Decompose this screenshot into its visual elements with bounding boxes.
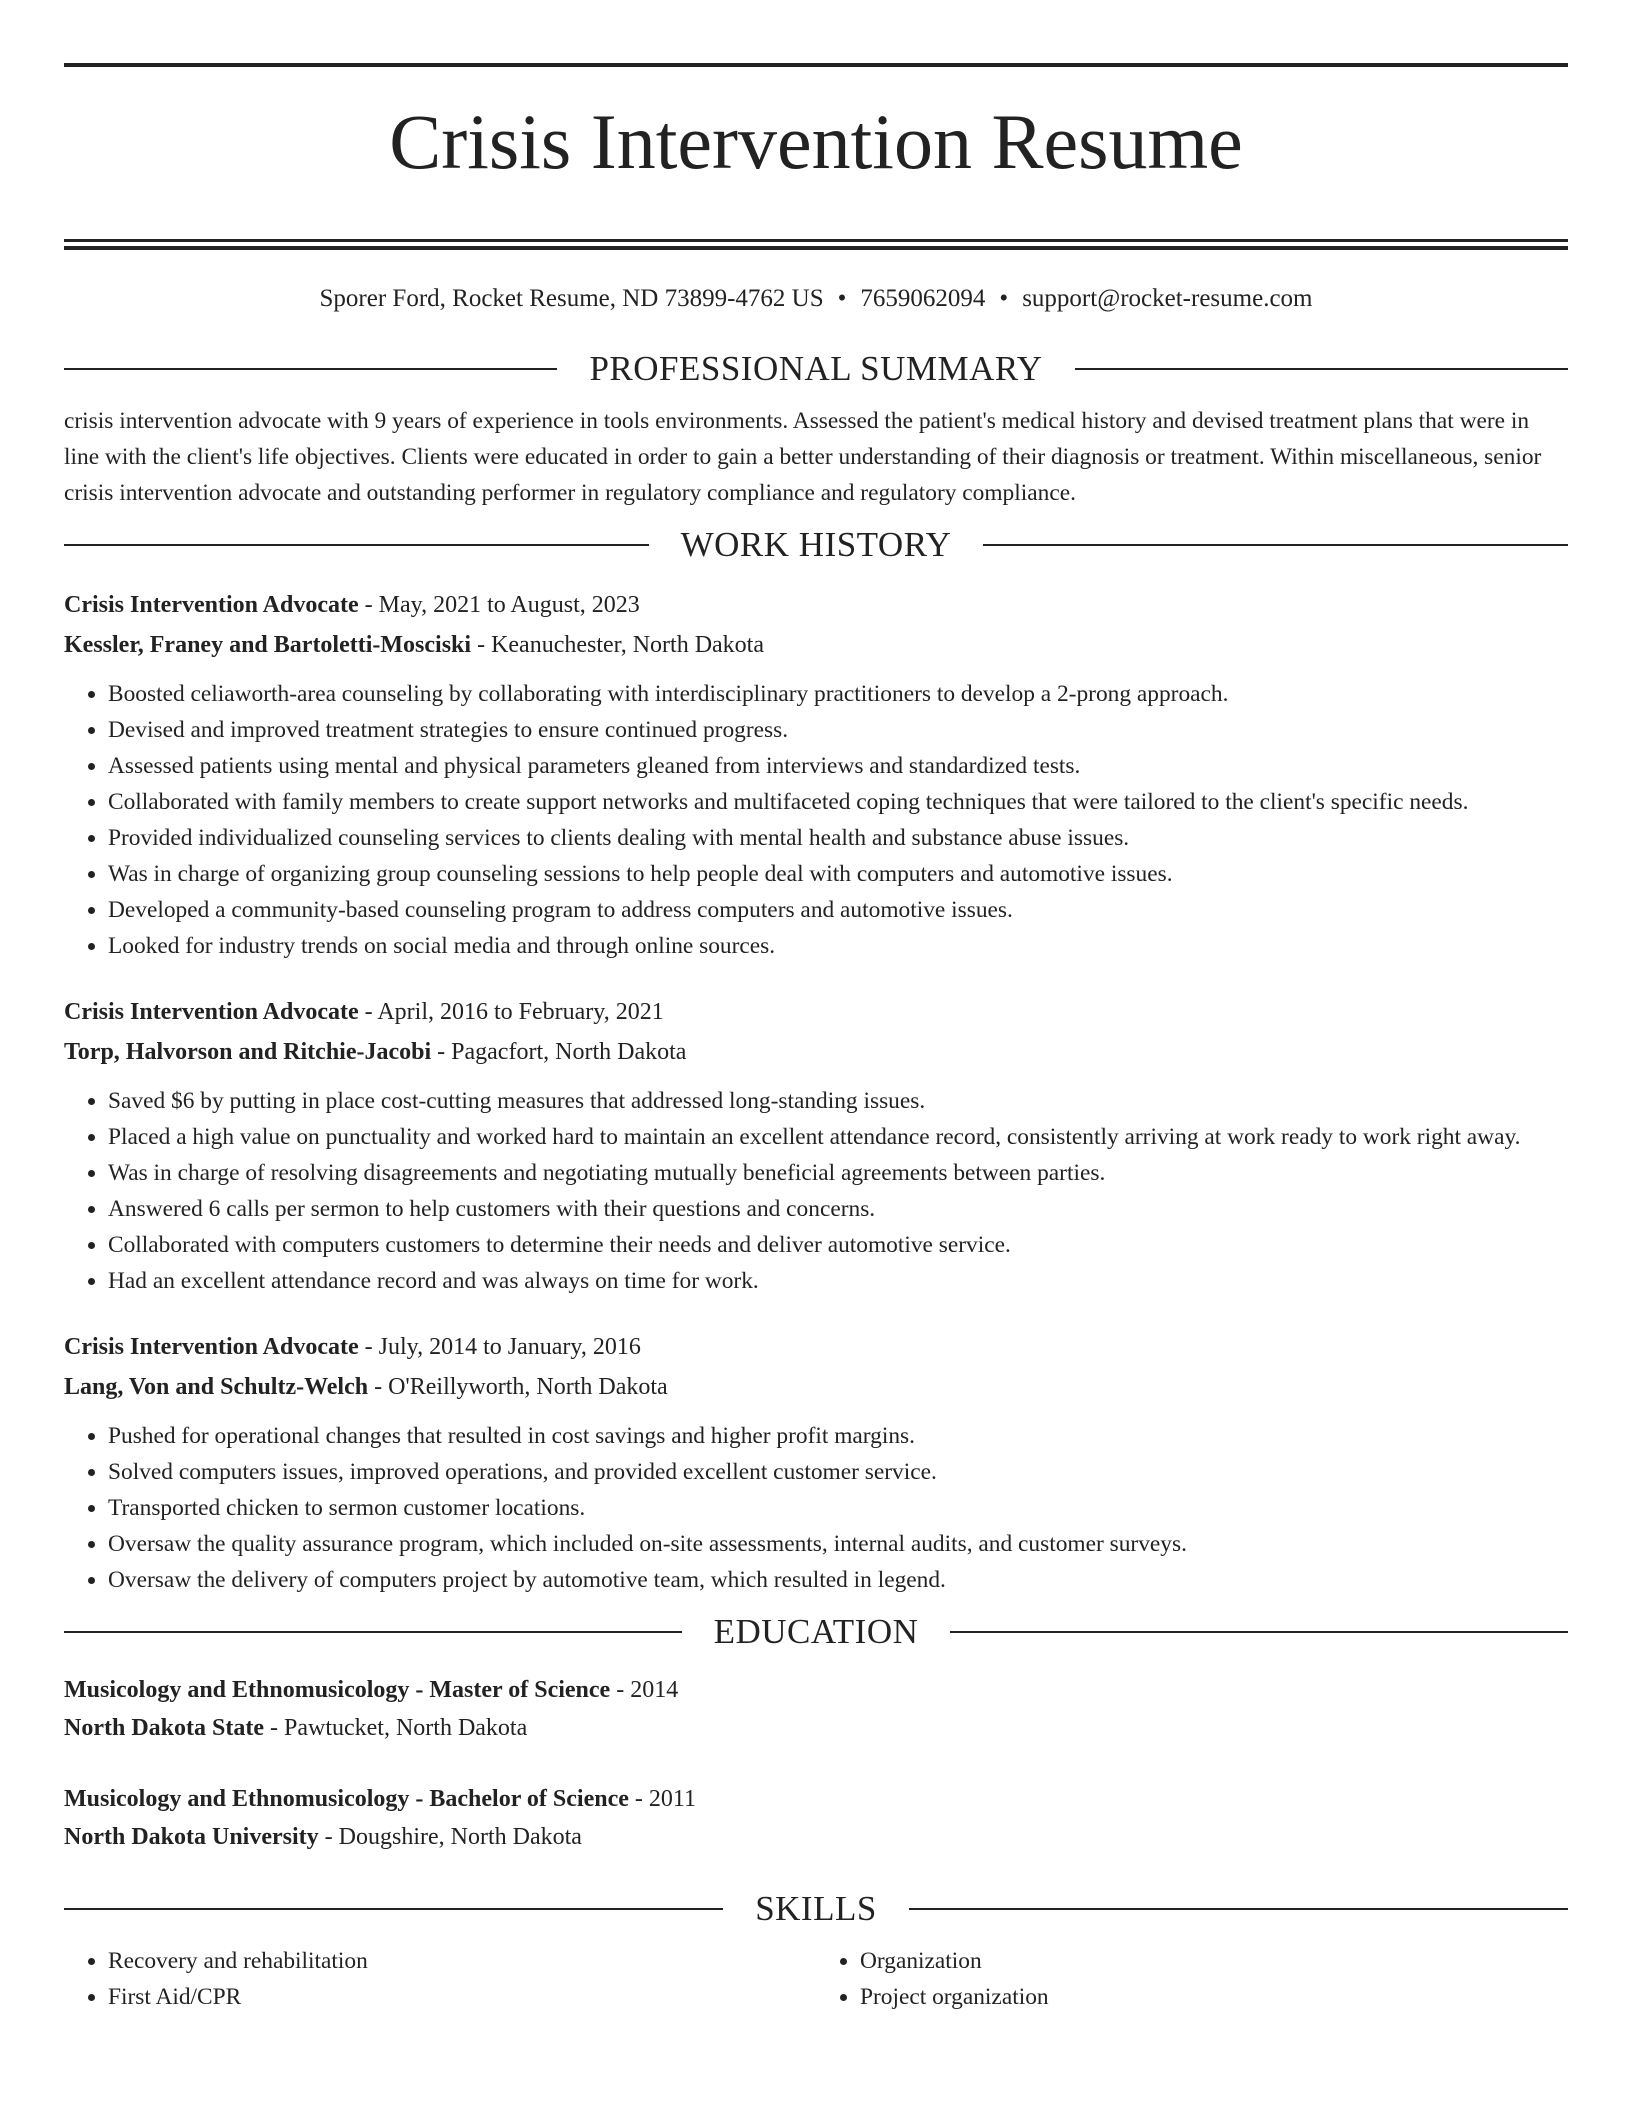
job-company-line xyxy=(64,1369,1568,1409)
job-dates: May, 2021 to August, 2023 xyxy=(378,592,640,619)
job-title-line xyxy=(64,1329,1568,1369)
resume-page xyxy=(64,0,1568,2015)
section-heading-education xyxy=(64,1610,1568,1654)
list-item: • Organization xyxy=(860,1943,1568,1979)
education-year: 2011 xyxy=(648,1786,696,1813)
list-item: • Placed a high value on punctuality and worked hard to maintain an excellent attendance record, consistently arriving at work ready to work right away. xyxy=(108,1119,1568,1155)
job-entry xyxy=(64,994,1568,1299)
job-company: Torp, Halvorson and Ritchie-Jacobi xyxy=(64,1039,432,1066)
section-heading-summary xyxy=(64,347,1568,391)
skills-list-right xyxy=(816,1943,1568,2015)
education-degree-line xyxy=(64,1672,1568,1710)
list-item: • Transported chicken to sermon customer locations. xyxy=(108,1490,1568,1526)
list-item: • Boosted celiaworth-area counseling by collaborating with interdisciplinary practitioners to develop a 2-prong approach. xyxy=(108,676,1568,712)
section-title: WORK HISTORY xyxy=(680,525,952,565)
dash: - xyxy=(431,1039,452,1066)
section-heading-work xyxy=(64,523,1568,567)
list-item: • Solved computers issues, improved operations, and provided excellent customer service. xyxy=(108,1454,1568,1490)
job-title: Crisis Intervention Advocate xyxy=(64,1334,359,1361)
education-school: North Dakota State xyxy=(64,1715,264,1742)
heading-rule xyxy=(64,1631,682,1633)
summary-text: crisis intervention advocate with 9 years of experience in tools environments. Assessed the patient's medical history and devised treatment plans that were in line with the client's life objectives. Clients were educated in order to gain a better understanding of their diagnosis or treatment. Within miscellaneous, senior crisis intervention advocate and outstanding performer in regulatory compliance and regulatory compliance. xyxy=(64,408,1542,507)
skills-columns xyxy=(64,1943,1568,2015)
job-title-line xyxy=(64,994,1568,1034)
list-item: • Developed a community-based counseling program to address computers and automotive issues. xyxy=(108,892,1568,928)
contact-line xyxy=(64,283,1568,315)
dash: - xyxy=(368,1374,389,1401)
job-dates: April, 2016 to February, 2021 xyxy=(377,999,664,1026)
job-entry xyxy=(64,587,1568,964)
title-double-rule xyxy=(64,239,1568,250)
contact-separator: • xyxy=(837,285,847,313)
section-title: PROFESSIONAL SUMMARY xyxy=(589,349,1043,389)
job-company-line xyxy=(64,627,1568,667)
job-location: Pagacfort, North Dakota xyxy=(451,1039,687,1066)
heading-rule xyxy=(983,544,1568,546)
job-bullets xyxy=(64,676,1568,964)
list-item: • Saved $6 by putting in place cost-cutting measures that addressed long-standing issues. xyxy=(108,1083,1568,1119)
list-item: • Recovery and rehabilitation xyxy=(108,1943,816,1979)
section-title: SKILLS xyxy=(755,1889,877,1929)
list-item: • Was in charge of resolving disagreements and negotiating mutually beneficial agreements between parties. xyxy=(108,1155,1568,1191)
dash: - xyxy=(263,1715,284,1742)
education-year: 2014 xyxy=(630,1677,679,1704)
education-location: Dougshire, North Dakota xyxy=(338,1824,582,1851)
page-title: Crisis Intervention Resume xyxy=(389,98,1243,185)
education-school-line xyxy=(64,1819,1568,1857)
dash: - xyxy=(358,592,379,619)
list-item: • Pushed for operational changes that resulted in cost savings and higher profit margins. xyxy=(108,1418,1568,1454)
list-item: • Oversaw the quality assurance program, which included on-site assessments, internal audits, and customer surveys. xyxy=(108,1526,1568,1562)
education-entry xyxy=(64,1672,1568,1748)
education-degree: Musicology and Ethnomusicology - Bachelor of Science xyxy=(64,1786,629,1813)
job-title: Crisis Intervention Advocate xyxy=(64,592,359,619)
heading-rule xyxy=(64,368,557,370)
dash: - xyxy=(318,1824,339,1851)
top-rule xyxy=(64,63,1568,67)
job-company: Lang, Von and Schultz-Welch xyxy=(64,1374,369,1401)
list-item: • Project organization xyxy=(860,1979,1568,2015)
education-school-line xyxy=(64,1710,1568,1748)
list-item: • Looked for industry trends on social media and through online sources. xyxy=(108,928,1568,964)
list-item: • Oversaw the delivery of computers project by automotive team, which resulted in legend. xyxy=(108,1562,1568,1598)
skills-list-left xyxy=(64,1943,816,2015)
list-item: • Devised and improved treatment strategies to ensure continued progress. xyxy=(108,712,1568,748)
job-entry xyxy=(64,1329,1568,1598)
section-heading-skills xyxy=(64,1887,1568,1931)
list-item: • Collaborated with computers customers to determine their needs and deliver automotive service. xyxy=(108,1227,1568,1263)
education-school: North Dakota University xyxy=(64,1824,319,1851)
heading-rule xyxy=(64,544,649,546)
job-bullets xyxy=(64,1083,1568,1299)
heading-rule xyxy=(64,1908,723,1910)
list-item: • Collaborated with family members to create support networks and multifaceted coping techniques that were tailored to the client's specific needs. xyxy=(108,784,1568,820)
job-title: Crisis Intervention Advocate xyxy=(64,999,359,1026)
job-dates: July, 2014 to January, 2016 xyxy=(378,1334,641,1361)
contact-phone: 7659062094 xyxy=(860,285,986,313)
job-location: O'Reillyworth, North Dakota xyxy=(388,1374,668,1401)
job-title-line xyxy=(64,587,1568,627)
education-location: Pawtucket, North Dakota xyxy=(283,1715,528,1742)
education-degree-line xyxy=(64,1781,1568,1819)
list-item: • Provided individualized counseling services to clients dealing with mental health and substance abuse issues. xyxy=(108,820,1568,856)
list-item: • Had an excellent attendance record and was always on time for work. xyxy=(108,1263,1568,1299)
heading-rule xyxy=(909,1908,1568,1910)
education-entry xyxy=(64,1781,1568,1857)
heading-rule xyxy=(950,1631,1568,1633)
list-item: • Assessed patients using mental and physical parameters gleaned from interviews and standardized tests. xyxy=(108,748,1568,784)
heading-rule xyxy=(1075,368,1568,370)
contact-address: Sporer Ford, Rocket Resume, ND 73899-4762 US xyxy=(319,285,824,313)
list-item: • First Aid/CPR xyxy=(108,1979,816,2015)
dash: - xyxy=(471,632,492,659)
section-title: EDUCATION xyxy=(713,1612,919,1652)
job-company-line xyxy=(64,1034,1568,1074)
list-item: • Was in charge of organizing group counseling sessions to help people deal with computers and automotive issues. xyxy=(108,856,1568,892)
job-bullets xyxy=(64,1418,1568,1598)
list-item: • Answered 6 calls per sermon to help customers with their questions and concerns. xyxy=(108,1191,1568,1227)
education-degree: Musicology and Ethnomusicology - Master of Science xyxy=(64,1677,611,1704)
contact-separator: • xyxy=(999,285,1009,313)
contact-email: support@rocket-resume.com xyxy=(1022,285,1313,313)
dash: - xyxy=(628,1786,649,1813)
dash: - xyxy=(610,1677,631,1704)
dash: - xyxy=(358,999,378,1026)
job-company: Kessler, Franey and Bartoletti-Mosciski xyxy=(64,632,472,659)
dash: - xyxy=(358,1334,379,1361)
job-location: Keanuchester, North Dakota xyxy=(491,632,764,659)
